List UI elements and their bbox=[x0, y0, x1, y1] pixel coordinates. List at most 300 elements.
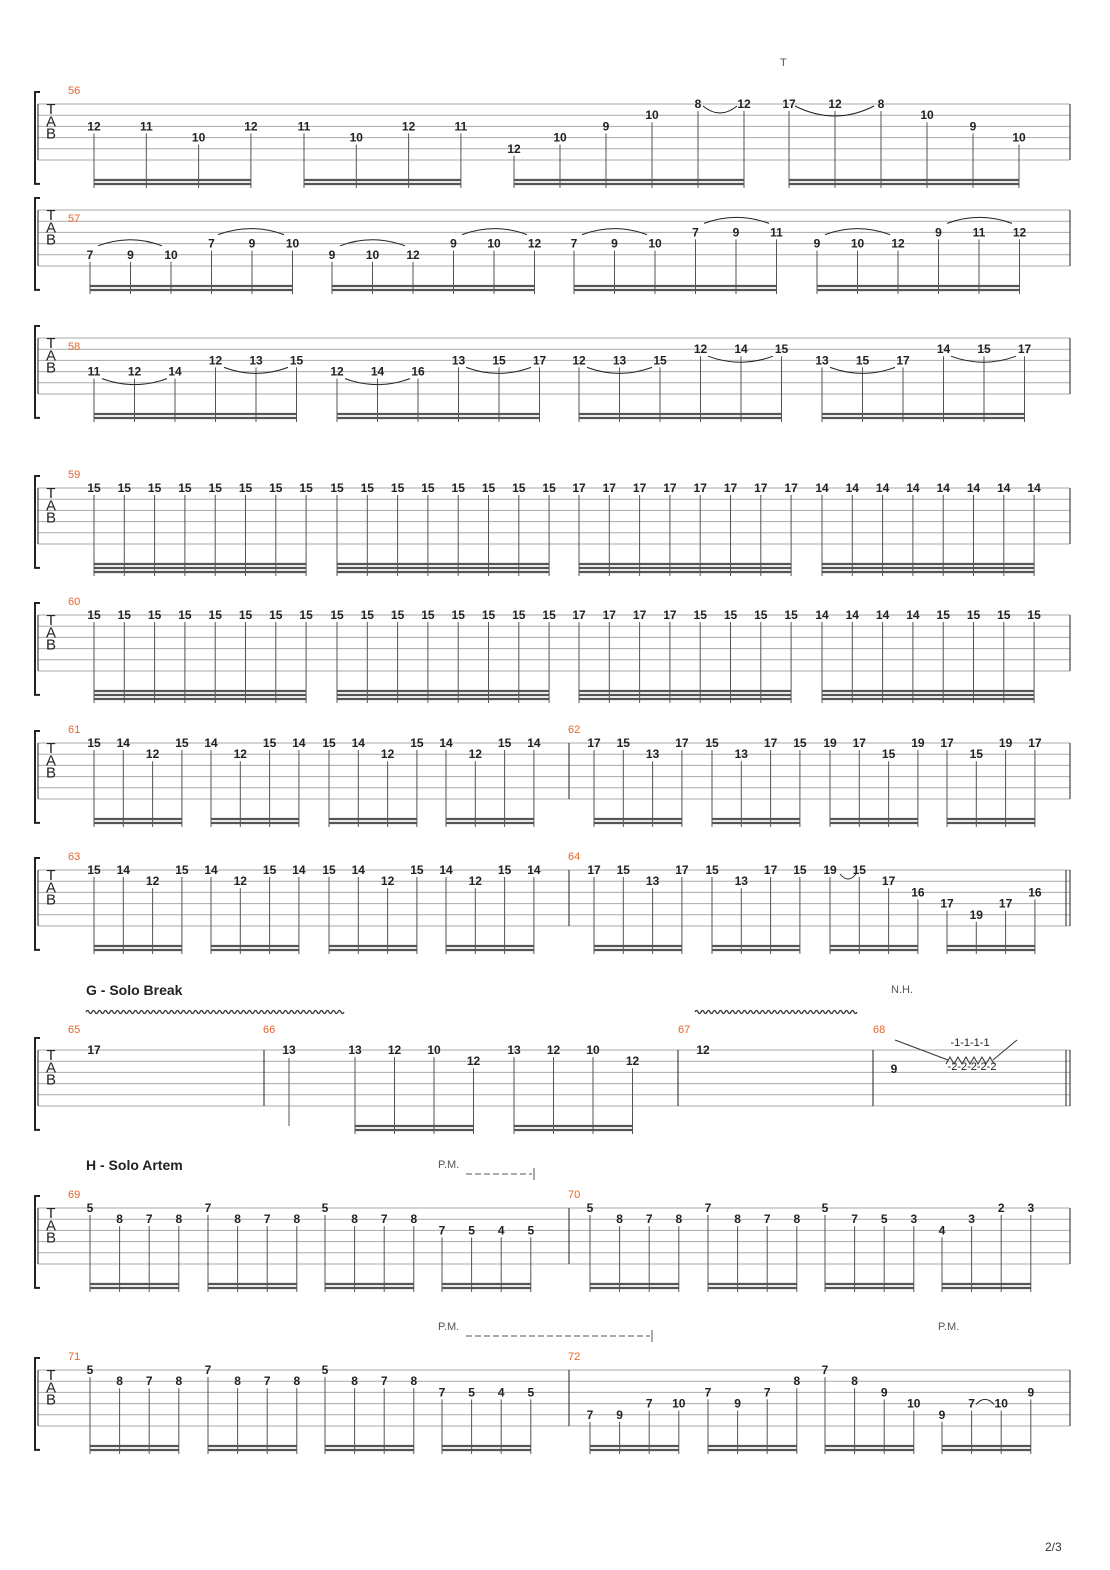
fret-number: 8 bbox=[351, 1374, 358, 1389]
fret-number: 7 bbox=[645, 1212, 653, 1227]
fret-number: 16 bbox=[411, 364, 425, 379]
fret-number: 14 bbox=[734, 342, 748, 357]
fret-number: 15 bbox=[390, 481, 405, 495]
tab-clef-letter: B bbox=[45, 359, 57, 377]
fret-number: 10 bbox=[487, 236, 501, 251]
fret-number: 17 bbox=[1017, 342, 1032, 357]
fret-number: 17 bbox=[940, 896, 954, 911]
fret-number: 17 bbox=[1028, 736, 1042, 750]
slur bbox=[703, 106, 737, 113]
fret-number: 10 bbox=[648, 236, 662, 251]
tab-clef-letter: B bbox=[45, 231, 57, 249]
fret-number: 7 bbox=[380, 1374, 388, 1389]
fret-number: 3 bbox=[1027, 1201, 1035, 1215]
tab-clef-letter: T bbox=[46, 740, 56, 757]
fret-number: 7 bbox=[570, 236, 578, 251]
fret-number: 8 bbox=[675, 1212, 683, 1227]
fret-number: 7 bbox=[704, 1201, 712, 1215]
fret-number: 4 bbox=[497, 1223, 505, 1238]
tab-clef-letter: B bbox=[45, 1391, 57, 1409]
fret-number: 9 bbox=[890, 1062, 898, 1077]
page-number: 2/3 bbox=[1045, 1540, 1062, 1554]
fret-number: 8 bbox=[616, 1212, 623, 1227]
fret-number: 14 bbox=[815, 481, 829, 495]
palm-mute-marker: P.M. bbox=[438, 1159, 460, 1171]
measure-number: 61 bbox=[68, 724, 81, 736]
fret-number: 17 bbox=[602, 481, 616, 495]
fret-number: 7 bbox=[821, 1363, 829, 1377]
vibrato-line bbox=[86, 1011, 344, 1014]
fret-number: 14 bbox=[845, 481, 859, 495]
fret-number: 10 bbox=[672, 1396, 686, 1411]
fret-number: 12 bbox=[145, 874, 160, 889]
tab-clef-letter: B bbox=[45, 509, 57, 527]
fret-number: 10 bbox=[164, 247, 178, 262]
slur bbox=[218, 229, 284, 235]
fret-number: 15 bbox=[208, 608, 222, 622]
measure-number: 56 bbox=[68, 85, 81, 97]
fret-number: 19 bbox=[823, 863, 837, 877]
fret-number: 8 bbox=[734, 1212, 741, 1227]
fret-number: 15 bbox=[512, 481, 526, 495]
palm-mute-marker: P.M. bbox=[438, 1321, 460, 1333]
fret-number: 17 bbox=[784, 481, 798, 495]
fret-number: 17 bbox=[675, 736, 689, 750]
palm-mute-marker: P.M. bbox=[938, 1321, 960, 1333]
fret-number: 7 bbox=[851, 1212, 858, 1227]
fret-number: 13 bbox=[348, 1043, 362, 1057]
fret-number: 17 bbox=[663, 481, 677, 495]
fret-number: 8 bbox=[410, 1374, 418, 1389]
tab-clef-letter: B bbox=[45, 1229, 57, 1247]
fret-number: 9 bbox=[1027, 1385, 1035, 1400]
fret-number: 13 bbox=[282, 1043, 296, 1057]
fret-number: 9 bbox=[734, 1396, 741, 1411]
fret-number: 7 bbox=[145, 1374, 153, 1389]
fret-number: 14 bbox=[906, 481, 920, 495]
fret-number: 17 bbox=[675, 863, 689, 877]
fret-number: 8 bbox=[694, 97, 702, 111]
fret-number: 7 bbox=[438, 1223, 446, 1238]
fret-number: 5 bbox=[321, 1201, 329, 1215]
fret-number: 12 bbox=[87, 119, 101, 134]
fret-number: 13 bbox=[815, 353, 829, 368]
fret-number: 19 bbox=[823, 736, 837, 750]
slur bbox=[704, 217, 769, 223]
fret-number: 15 bbox=[208, 481, 222, 495]
fret-number: 15 bbox=[117, 481, 131, 495]
tab-clef-letter: A bbox=[45, 1217, 57, 1235]
fret-number: 10 bbox=[850, 236, 865, 251]
measure-number: 71 bbox=[68, 1351, 81, 1363]
fret-number: 10 bbox=[907, 1396, 921, 1411]
tab-clef-letter: A bbox=[45, 219, 57, 237]
fret-number: 14 bbox=[527, 863, 541, 877]
fret-number: 9 bbox=[969, 119, 977, 134]
fret-number: 12 bbox=[233, 747, 247, 762]
fret-number: 5 bbox=[468, 1385, 475, 1400]
measure-number: 57 bbox=[68, 213, 81, 225]
tab-clef-letter: B bbox=[45, 891, 57, 909]
measure-number: 70 bbox=[568, 1189, 581, 1201]
fret-number: 16 bbox=[1028, 885, 1042, 900]
fret-number: 15 bbox=[754, 608, 768, 622]
slur bbox=[947, 217, 1012, 223]
fret-number: 9 bbox=[616, 1407, 623, 1422]
tab-clef-letter: T bbox=[46, 101, 56, 118]
fret-number: 12 bbox=[466, 1054, 481, 1069]
fret-number: 7 bbox=[763, 1385, 771, 1400]
fret-number: 12 bbox=[406, 247, 420, 262]
fret-number: 17 bbox=[587, 863, 601, 877]
fret-number: 15 bbox=[616, 736, 630, 750]
fret-number: 9 bbox=[813, 236, 821, 251]
fret-number: 17 bbox=[572, 608, 586, 622]
tab-clef-letter: B bbox=[45, 764, 57, 782]
fret-number: 13 bbox=[734, 747, 748, 762]
tab-clef-letter: A bbox=[45, 624, 57, 642]
fret-number: 5 bbox=[527, 1223, 535, 1238]
fret-number: 15 bbox=[269, 481, 283, 495]
fret-number: 14 bbox=[936, 342, 951, 357]
fret-number: 15 bbox=[421, 608, 435, 622]
fret-number: 15 bbox=[410, 736, 424, 750]
fret-number: 14 bbox=[116, 736, 130, 750]
fret-number: 15 bbox=[262, 736, 277, 750]
fret-number: 7 bbox=[380, 1212, 388, 1227]
fret-number: 15 bbox=[855, 353, 870, 368]
tab-clef-letter: T bbox=[46, 1047, 56, 1064]
fret-number: 13 bbox=[612, 353, 627, 368]
fret-number: 14 bbox=[527, 736, 541, 750]
fret-number: 7 bbox=[763, 1212, 771, 1227]
fret-number: 19 bbox=[998, 736, 1013, 750]
fret-number: 8 bbox=[234, 1374, 241, 1389]
fret-number: 8 bbox=[293, 1374, 301, 1389]
tap-marker: T bbox=[780, 57, 787, 69]
fret-number: 17 bbox=[881, 874, 896, 889]
fret-number: 8 bbox=[351, 1212, 358, 1227]
tab-clef-letter: B bbox=[45, 1071, 57, 1089]
fret-number: 13 bbox=[249, 353, 263, 368]
fret-number: 12 bbox=[546, 1043, 561, 1057]
fret-number: 19 bbox=[911, 736, 925, 750]
fret-number: 11 bbox=[297, 119, 311, 134]
fret-number: 15 bbox=[322, 736, 336, 750]
fret-number: 10 bbox=[920, 108, 934, 123]
fret-number: 15 bbox=[977, 342, 991, 357]
fret-number: 12 bbox=[387, 1043, 402, 1057]
tab-clef-letter: T bbox=[46, 485, 56, 502]
fret-number: 17 bbox=[940, 736, 954, 750]
fret-number: 7 bbox=[704, 1385, 712, 1400]
fret-number: 7 bbox=[645, 1396, 653, 1411]
fret-number: 12 bbox=[380, 874, 395, 889]
fret-number: 14 bbox=[204, 863, 218, 877]
fret-number: 14 bbox=[168, 364, 182, 379]
fret-number: 15 bbox=[966, 608, 981, 622]
harmonic-fret-bottom: -2-2-2-2-2 bbox=[947, 1061, 997, 1073]
fret-number: 14 bbox=[997, 481, 1011, 495]
fret-number: 16 bbox=[911, 885, 925, 900]
fret-number: 14 bbox=[815, 608, 829, 622]
measure-number: 66 bbox=[263, 1024, 276, 1036]
fret-number: 17 bbox=[87, 1043, 101, 1057]
fret-number: 10 bbox=[553, 130, 567, 145]
measure-number: 60 bbox=[68, 596, 81, 608]
fret-number: 9 bbox=[880, 1385, 888, 1400]
fret-number: 14 bbox=[1027, 481, 1041, 495]
fret-number: 15 bbox=[481, 481, 496, 495]
fret-number: 15 bbox=[705, 863, 719, 877]
fret-number: 14 bbox=[351, 736, 365, 750]
fret-number: 15 bbox=[852, 863, 866, 877]
fret-number: 15 bbox=[360, 481, 374, 495]
section-title-solo-break: G - Solo Break bbox=[86, 982, 183, 998]
fret-number: 4 bbox=[938, 1223, 946, 1238]
fret-number: 15 bbox=[269, 608, 283, 622]
fret-number: 8 bbox=[793, 1374, 801, 1389]
fret-number: 12 bbox=[468, 747, 482, 762]
tab-clef-letter: A bbox=[45, 113, 57, 131]
measure-number: 58 bbox=[68, 341, 81, 353]
fret-number: 10 bbox=[365, 247, 380, 262]
fret-number: 15 bbox=[147, 481, 162, 495]
fret-number: 12 bbox=[693, 342, 708, 357]
measure-number: 69 bbox=[68, 1189, 81, 1201]
fret-number: 10 bbox=[1012, 130, 1026, 145]
fret-number: 15 bbox=[653, 353, 667, 368]
fret-number: 15 bbox=[175, 736, 189, 750]
fret-number: 5 bbox=[468, 1223, 475, 1238]
fret-number: 10 bbox=[586, 1043, 600, 1057]
tab-clef-letter: T bbox=[46, 1205, 56, 1222]
fret-number: 12 bbox=[572, 353, 586, 368]
natural-harmonic-marker: N.H. bbox=[891, 984, 913, 996]
fret-number: 13 bbox=[645, 874, 660, 889]
fret-number: 7 bbox=[86, 247, 94, 262]
fret-number: 15 bbox=[774, 342, 789, 357]
fret-number: 15 bbox=[542, 608, 556, 622]
fret-number: 14 bbox=[116, 863, 130, 877]
fret-number: 14 bbox=[906, 608, 920, 622]
fret-number: 14 bbox=[845, 608, 859, 622]
fret-number: 8 bbox=[116, 1212, 123, 1227]
slur bbox=[825, 229, 890, 235]
fret-number: 9 bbox=[938, 1407, 946, 1422]
fret-number: 15 bbox=[451, 481, 465, 495]
fret-number: 9 bbox=[935, 225, 942, 240]
fret-number: 5 bbox=[86, 1363, 94, 1377]
tab-clef-letter: A bbox=[45, 1059, 57, 1077]
fret-number: 17 bbox=[632, 608, 647, 622]
fret-number: 17 bbox=[896, 353, 910, 368]
fret-number: 15 bbox=[322, 863, 336, 877]
fret-number: 5 bbox=[321, 1363, 329, 1377]
tab-clef-letter: A bbox=[45, 1379, 57, 1397]
fret-number: 8 bbox=[175, 1374, 183, 1389]
fret-number: 15 bbox=[542, 481, 556, 495]
fret-number: 15 bbox=[238, 608, 253, 622]
fret-number: 12 bbox=[507, 141, 521, 156]
fret-number: 12 bbox=[145, 747, 160, 762]
fret-number: 15 bbox=[178, 608, 192, 622]
fret-number: 10 bbox=[285, 236, 300, 251]
fret-number: 15 bbox=[330, 608, 344, 622]
fret-number: 15 bbox=[497, 736, 512, 750]
tab-clef-letter: A bbox=[45, 347, 57, 365]
fret-number: 15 bbox=[723, 608, 738, 622]
fret-number: 17 bbox=[572, 481, 586, 495]
fret-number: 15 bbox=[936, 608, 950, 622]
fret-number: 8 bbox=[793, 1212, 801, 1227]
section-title-solo-artem: H - Solo Artem bbox=[86, 1157, 183, 1173]
fret-number: 15 bbox=[262, 863, 277, 877]
fret-number: 11 bbox=[139, 119, 153, 134]
fret-number: 2 bbox=[997, 1201, 1005, 1215]
fret-number: 15 bbox=[793, 736, 807, 750]
fret-number: 15 bbox=[410, 863, 424, 877]
fret-number: 10 bbox=[427, 1043, 441, 1057]
fret-number: 12 bbox=[233, 874, 247, 889]
fret-number: 14 bbox=[439, 863, 453, 877]
fret-number: 12 bbox=[737, 97, 751, 111]
measure-number: 62 bbox=[568, 724, 581, 736]
fret-number: 15 bbox=[87, 863, 101, 877]
tab-clef-letter: T bbox=[46, 335, 56, 352]
fret-number: 10 bbox=[191, 130, 206, 145]
fret-number: 15 bbox=[87, 481, 101, 495]
fret-number: 17 bbox=[632, 481, 647, 495]
measure-number: 65 bbox=[68, 1024, 81, 1036]
fret-number: 10 bbox=[349, 130, 363, 145]
fret-number: 10 bbox=[994, 1396, 1008, 1411]
fret-number: 11 bbox=[454, 119, 468, 134]
fret-number: 12 bbox=[380, 747, 395, 762]
fret-number: 15 bbox=[512, 608, 526, 622]
fret-number: 15 bbox=[390, 608, 405, 622]
fret-number: 15 bbox=[881, 747, 896, 762]
fret-number: 15 bbox=[87, 736, 101, 750]
slur bbox=[340, 240, 405, 246]
tab-clef-letter: A bbox=[45, 752, 57, 770]
fret-number: 15 bbox=[360, 608, 374, 622]
fret-number: 7 bbox=[204, 1363, 212, 1377]
fret-number: 12 bbox=[527, 236, 542, 251]
fret-number: 17 bbox=[602, 608, 616, 622]
fret-number: 7 bbox=[208, 236, 215, 251]
fret-number: 9 bbox=[248, 236, 256, 251]
fret-number: 11 bbox=[770, 225, 783, 240]
harmonic-fret-top: -1-1-1-1 bbox=[950, 1037, 990, 1049]
fret-number: 7 bbox=[586, 1407, 594, 1422]
tab-clef-letter: T bbox=[46, 1367, 56, 1384]
vibrato-line bbox=[695, 1011, 857, 1014]
tab-clef-letter: T bbox=[46, 867, 56, 884]
tab-clef-letter: B bbox=[45, 636, 57, 654]
fret-number: 4 bbox=[497, 1385, 505, 1400]
fret-number: 7 bbox=[692, 225, 699, 240]
fret-number: 15 bbox=[330, 481, 344, 495]
fret-number: 17 bbox=[693, 481, 707, 495]
fret-number: 15 bbox=[784, 608, 798, 622]
fret-number: 14 bbox=[370, 364, 385, 379]
tab-clef-letter: B bbox=[45, 125, 57, 143]
fret-number: 17 bbox=[998, 896, 1013, 911]
fret-number: 15 bbox=[238, 481, 253, 495]
fret-number: 15 bbox=[1027, 608, 1041, 622]
measure-number: 64 bbox=[568, 851, 581, 863]
fret-number: 14 bbox=[439, 736, 453, 750]
fret-number: 5 bbox=[880, 1212, 888, 1227]
fret-number: 8 bbox=[293, 1212, 301, 1227]
fret-number: 17 bbox=[763, 863, 778, 877]
fret-number: 15 bbox=[705, 736, 719, 750]
fret-number: 8 bbox=[410, 1212, 418, 1227]
fret-number: 12 bbox=[330, 364, 344, 379]
fret-number: 11 bbox=[87, 364, 101, 379]
fret-number: 12 bbox=[696, 1043, 710, 1057]
fret-number: 12 bbox=[127, 364, 142, 379]
fret-number: 7 bbox=[263, 1374, 271, 1389]
fret-number: 9 bbox=[127, 247, 134, 262]
tab-clef-letter: T bbox=[46, 612, 56, 629]
fret-number: 9 bbox=[328, 247, 336, 262]
fret-number: 15 bbox=[87, 608, 101, 622]
fret-number: 17 bbox=[587, 736, 601, 750]
fret-number: 14 bbox=[875, 608, 890, 622]
fret-number: 8 bbox=[116, 1374, 123, 1389]
fret-number: 17 bbox=[763, 736, 778, 750]
fret-number: 7 bbox=[145, 1212, 153, 1227]
measure-number: 63 bbox=[68, 851, 81, 863]
fret-number: 15 bbox=[299, 608, 313, 622]
fret-number: 17 bbox=[723, 481, 738, 495]
measure-number: 67 bbox=[678, 1024, 691, 1036]
measure-number: 72 bbox=[568, 1351, 581, 1363]
fret-number: 12 bbox=[625, 1054, 640, 1069]
fret-number: 14 bbox=[351, 863, 365, 877]
fret-number: 13 bbox=[507, 1043, 521, 1057]
fret-number: 12 bbox=[891, 236, 905, 251]
fret-number: 13 bbox=[734, 874, 748, 889]
slur bbox=[462, 229, 527, 235]
fret-number: 12 bbox=[828, 97, 842, 111]
fret-number: 15 bbox=[997, 608, 1011, 622]
fret-number: 15 bbox=[616, 863, 630, 877]
fret-number: 15 bbox=[793, 863, 807, 877]
fret-number: 8 bbox=[851, 1374, 858, 1389]
fret-number: 15 bbox=[451, 608, 465, 622]
fret-number: 12 bbox=[244, 119, 258, 134]
fret-number: 12 bbox=[401, 119, 416, 134]
fret-number: 7 bbox=[438, 1385, 446, 1400]
fret-number: 15 bbox=[693, 608, 707, 622]
fret-number: 15 bbox=[497, 863, 512, 877]
slur bbox=[98, 240, 162, 246]
fret-number: 12 bbox=[1012, 225, 1027, 240]
fret-number: 3 bbox=[968, 1212, 975, 1227]
fret-number: 14 bbox=[292, 736, 306, 750]
fret-number: 17 bbox=[852, 736, 866, 750]
fret-number: 5 bbox=[527, 1385, 535, 1400]
fret-number: 14 bbox=[936, 481, 950, 495]
fret-number: 12 bbox=[468, 874, 482, 889]
fret-number: 14 bbox=[875, 481, 890, 495]
fret-number: 13 bbox=[645, 747, 660, 762]
tab-clef-letter: A bbox=[45, 879, 57, 897]
fret-number: 9 bbox=[611, 236, 618, 251]
